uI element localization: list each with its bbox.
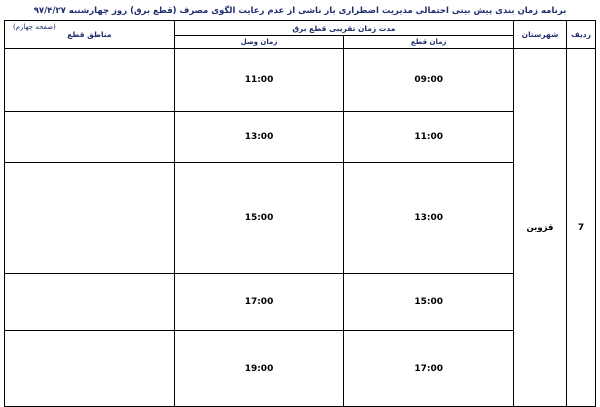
header-areas-cell xyxy=(5,21,175,49)
areas-cell xyxy=(5,163,175,274)
start-time-cell: 17:00 xyxy=(344,331,514,407)
header-end-time: زمان وصل xyxy=(174,36,344,49)
header-start-time: زمان قطع xyxy=(344,36,514,49)
end-time-cell: 17:00 xyxy=(174,274,344,331)
page-title: برنامه زمان بندی پیش بینی احتمالی مدیریت اضطراری بار ناشی از عدم رعایت الگوی مصرف (قطع برق) روز چهارشنبه ۹۷/۴/۲۷ xyxy=(33,6,567,16)
table-row xyxy=(5,112,596,163)
table-row xyxy=(5,274,596,331)
areas-cell xyxy=(5,112,175,163)
header-duration: مدت زمان تقریبی قطع برق xyxy=(174,21,513,36)
table-row xyxy=(5,49,596,112)
table-row xyxy=(5,331,596,407)
header-areas: مناطق قطع xyxy=(67,30,112,39)
header-page-label: (صفحه چهارم) xyxy=(13,23,56,31)
end-time-cell: 19:00 xyxy=(174,331,344,407)
table-header-row xyxy=(5,21,596,36)
header-row-number: ردیف xyxy=(567,21,596,49)
start-time-cell: 09:00 xyxy=(344,49,514,112)
outage-schedule-table xyxy=(4,20,596,407)
end-time-cell: 15:00 xyxy=(174,163,344,274)
header-city: شهرستان xyxy=(514,21,567,49)
areas-cell xyxy=(5,49,175,112)
start-time-cell: 13:00 xyxy=(344,163,514,274)
table-row xyxy=(5,163,596,274)
areas-cell xyxy=(5,274,175,331)
row-number-cell: 7 xyxy=(567,49,596,407)
end-time-cell: 13:00 xyxy=(174,112,344,163)
areas-cell xyxy=(5,331,175,407)
end-time-cell: 11:00 xyxy=(174,49,344,112)
start-time-cell: 15:00 xyxy=(344,274,514,331)
start-time-cell: 11:00 xyxy=(344,112,514,163)
city-cell: قزوین xyxy=(514,49,567,407)
